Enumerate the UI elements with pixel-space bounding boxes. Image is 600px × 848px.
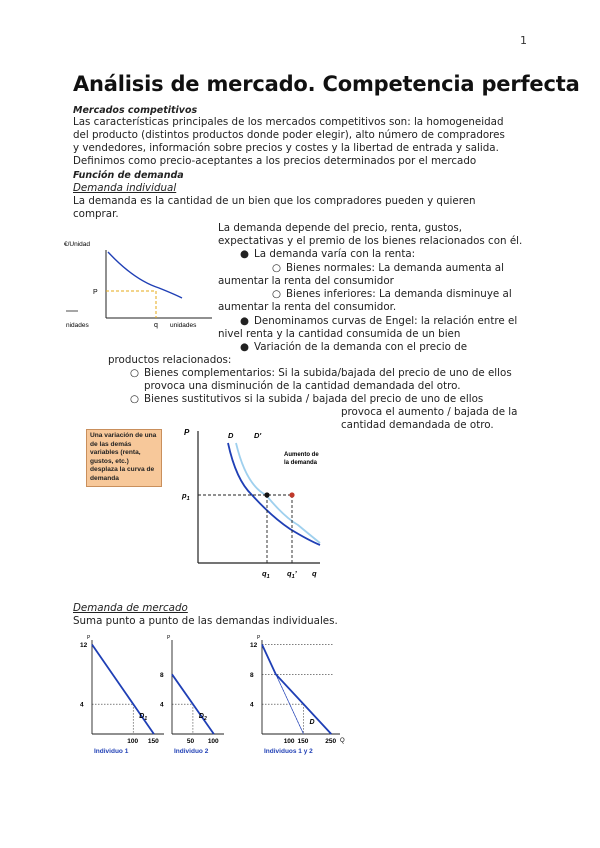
chart-demanda-individual: [64, 238, 214, 338]
circle-bullet-icon: ○: [130, 367, 139, 379]
curve-label-subscript: 2: [203, 716, 207, 723]
y-tick-label: 4: [250, 701, 254, 709]
paragraph-line: Las características principales de los mercados competitivos son: la homogeneidad: [73, 116, 504, 128]
demand-curve-dprime: [236, 443, 320, 543]
paragraph-line: Suma punto a punto de las demandas individuales.: [73, 615, 338, 627]
bullet-item: [240, 315, 517, 328]
paragraph-line: provoca el aumento / bajada de la: [341, 406, 518, 418]
x-tick-label: 150: [147, 738, 159, 745]
y-tick-label: 8: [250, 671, 254, 679]
paragraph-line: y vendedores, información sobre precios y costes y la libertad de entrada y salida.: [73, 142, 499, 154]
x-axis-label: Q: [340, 738, 345, 744]
x-tick-q1prime: $q_1$’: [287, 569, 297, 580]
y-tick-label: 12: [250, 641, 258, 649]
paragraph-line: nivel renta y la cantidad consumida de un bien: [218, 328, 461, 340]
x-tick-label: 50: [186, 738, 195, 745]
chart-title: Individuos 1 y 2: [264, 748, 313, 755]
y-tick-p1: $p_1$: [182, 491, 190, 502]
sub-bullet-item: [272, 288, 512, 301]
paragraph-line: La demanda depende del precio, renta, gustos,: [218, 222, 463, 234]
bullet-icon: ●: [240, 341, 249, 353]
page-number: 1: [520, 34, 527, 47]
chart-individuos-1-y-2: [242, 630, 347, 764]
curve-label: D: [309, 719, 315, 727]
sub-bullet-item: [130, 367, 512, 380]
annotation-line: la demanda: [284, 460, 318, 466]
x-tick-label: 100: [283, 738, 295, 745]
paragraph-line: cantidad demandada de otro.: [341, 419, 494, 431]
circle-bullet-icon: ○: [272, 288, 281, 300]
page-title: Análisis de mercado. Competencia perfecta: [73, 72, 580, 96]
sub-bullet-item: [130, 393, 483, 406]
left-axis-label: nidades: [66, 322, 89, 329]
y-tick-label: 4: [160, 701, 164, 709]
section-heading-funcion: Función de demanda: [73, 170, 184, 181]
paragraph-line: aumentar la renta del consumidor.: [218, 301, 397, 313]
chart-desplazamiento-demanda: [180, 425, 340, 585]
section-heading-mercados: Mercados competitivos: [73, 105, 198, 116]
bullet-icon: ●: [240, 248, 249, 260]
chart-individuo-1: [74, 630, 164, 764]
x-tick-label: 100: [127, 738, 139, 745]
x-tick-q: q: [154, 322, 158, 329]
y-tick-label: 4: [80, 701, 84, 709]
paragraph-line: provoca una disminución de la cantidad demandada del otro.: [144, 380, 461, 392]
y-axis-label: P: [184, 428, 190, 437]
bullet-text: Denominamos curvas de Engel: la relación entre el: [254, 315, 518, 327]
demand-curve: [262, 644, 331, 734]
annotation-line: Aumento de: [284, 452, 319, 458]
subheading-demanda-individual: Demanda individual: [73, 182, 177, 194]
note-box: Una variación de una de las demás variables (renta, gustos, etc.) desplaza la curva de demanda: [86, 429, 162, 487]
bullet-text: Bienes inferiores: La demanda disminuye al: [286, 288, 512, 300]
bullet-text: Bienes sustitutivos si la subida / bajada del precio de uno de ellos: [144, 393, 484, 405]
curve-label: $D_2$: [198, 713, 207, 723]
y-axis-label: €/Unidad: [64, 241, 91, 248]
x-tick-label: 250: [325, 738, 337, 745]
paragraph-line: La demanda es la cantidad de un bien que los compradores pueden y quieren: [73, 195, 476, 207]
subheading-demanda-mercado: Demanda de mercado: [73, 602, 188, 614]
y-tick-p: P: [93, 289, 98, 296]
bullet-text: Variación de la demanda con el precio de: [254, 341, 468, 353]
demand-curve: [108, 252, 182, 298]
bullet-text: Bienes complementarios: Si la subida/bajada del precio de uno de ellos: [144, 367, 512, 379]
y-tick-label: 8: [160, 671, 164, 679]
circle-bullet-icon: ○: [130, 393, 139, 405]
bullet-item: [240, 248, 415, 261]
curve-label-subscript: 1: [144, 716, 148, 723]
bullet-item: [240, 341, 467, 354]
curve-label-d: D: [228, 431, 234, 440]
y-tick-label: 12: [80, 641, 88, 649]
x-axis-label: q: [312, 569, 317, 578]
circle-bullet-icon: ○: [272, 262, 281, 274]
x-tick-label: 100: [207, 738, 219, 745]
x-tick-q1: $q_1$: [262, 569, 270, 580]
curve-label: $D_1$: [139, 713, 148, 723]
shifted-point: [289, 492, 294, 497]
paragraph-line: productos relacionados:: [108, 354, 232, 366]
paragraph-line: del producto (distintos productos donde poder elegir), alto número de compradores: [73, 129, 505, 141]
bullet-text: Bienes normales: La demanda aumenta al: [286, 262, 504, 274]
y-axis-label: P: [87, 635, 91, 641]
x-axis-label: unidades: [170, 322, 197, 329]
demand-curve-d: [228, 443, 320, 545]
y-axis-label: P: [167, 635, 171, 641]
sub-bullet-item: [272, 262, 504, 275]
equilibrium-point: [264, 492, 269, 497]
x-tick-label: 150: [297, 738, 309, 745]
curve-label-dprime: D': [254, 431, 262, 440]
chart-title: Individuo 2: [174, 748, 209, 755]
chart-individuo-2: [160, 635, 230, 764]
bullet-icon: ●: [240, 315, 249, 327]
paragraph-line: aumentar la renta del consumidor: [218, 275, 394, 287]
paragraph-line: Definimos como precio-aceptantes a los precios determinados por el mercado: [73, 155, 477, 167]
chart-title: Individuo 1: [94, 748, 129, 755]
paragraph-line: expectativas y el premio de los bienes relacionados con él.: [218, 235, 523, 247]
paragraph-line: comprar.: [73, 208, 119, 220]
bullet-text: La demanda varía con la renta:: [254, 248, 416, 260]
y-axis-label: P: [257, 635, 261, 641]
